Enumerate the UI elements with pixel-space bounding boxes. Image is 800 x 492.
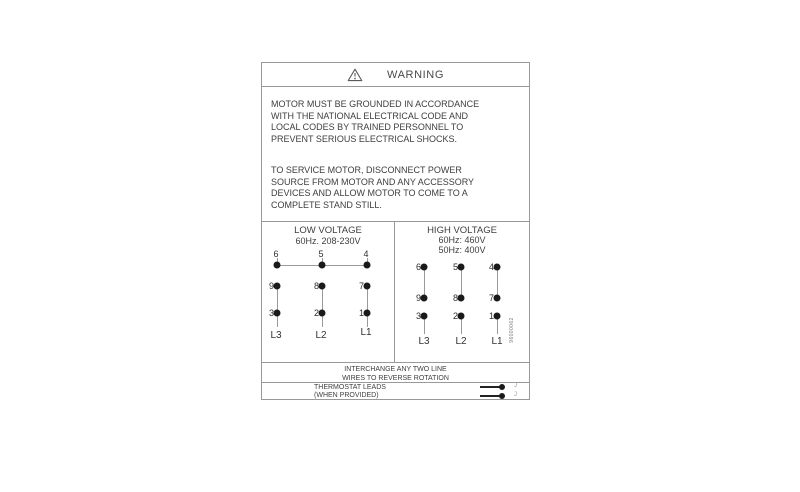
terminal-number: 9 <box>415 293 421 303</box>
warning-triangle-icon <box>347 68 363 82</box>
jumper-line <box>277 286 278 327</box>
line-label: L1 <box>491 336 503 347</box>
thermostat-note-line: (WHEN PROVIDED) <box>314 392 379 399</box>
interchange-note-line: INTERCHANGE ANY TWO LINE <box>344 366 447 373</box>
line-label: L3 <box>270 330 282 341</box>
line-label: L1 <box>360 327 372 338</box>
terminal-dot <box>494 264 501 271</box>
high-voltage-panel <box>395 222 529 362</box>
terminal-dot <box>458 313 465 320</box>
warning-title: WARNING <box>387 68 444 81</box>
terminal-dot <box>494 295 501 302</box>
terminal-number: 4 <box>488 262 494 272</box>
part-number: 96000062 <box>509 317 515 343</box>
terminal-number: 2 <box>313 308 319 318</box>
low-voltage-rating: 60Hz. 208-230V <box>295 236 361 246</box>
lead-label: J <box>514 391 517 398</box>
terminal-dot <box>319 310 326 317</box>
terminal-dot <box>364 310 371 317</box>
terminal-number: 8 <box>452 293 458 303</box>
jumper-line <box>367 286 368 327</box>
warning-text-line: TO SERVICE MOTOR, DISCONNECT POWER <box>271 164 462 175</box>
terminal-number: 5 <box>318 249 324 259</box>
terminal-number: 4 <box>363 249 369 259</box>
terminal-number: 2 <box>452 311 458 321</box>
warning-text <box>271 86 525 212</box>
line-label: L3 <box>418 336 430 347</box>
high-voltage-rating-50hz: 50Hz: 400V <box>438 245 486 255</box>
thermostat-lead-symbol <box>480 383 525 391</box>
line-label: L2 <box>315 330 327 341</box>
terminal-number: 3 <box>415 311 421 321</box>
terminal-dot <box>274 262 281 269</box>
motor-warning-label <box>261 62 530 400</box>
terminal-dot <box>319 283 326 290</box>
terminal-dot <box>364 262 371 269</box>
terminal-dot <box>274 310 281 317</box>
thermostat-note <box>262 382 529 399</box>
terminal-dot <box>364 283 371 290</box>
warning-text-line: WITH THE NATIONAL ELECTRICAL CODE AND <box>271 110 469 121</box>
jumper-line <box>424 267 425 298</box>
high-voltage-rating-60hz: 60Hz: 460V <box>438 235 486 245</box>
terminal-dot <box>458 264 465 271</box>
jumper-line <box>497 267 498 298</box>
terminal-number: 7 <box>358 281 364 291</box>
high-voltage-title: HIGH VOLTAGE <box>427 225 497 236</box>
thermostat-lead-symbol <box>480 392 525 400</box>
lead-terminal-dot <box>499 393 505 399</box>
terminal-dot <box>421 313 428 320</box>
terminal-dot <box>458 295 465 302</box>
warning-header <box>262 63 529 87</box>
terminal-dot <box>494 313 501 320</box>
terminal-dot <box>421 264 428 271</box>
terminal-number: 1 <box>358 308 364 318</box>
jumper-line <box>322 286 323 327</box>
terminal-number: 6 <box>415 262 421 272</box>
terminal-number: 1 <box>488 311 494 321</box>
low-voltage-panel <box>262 222 395 362</box>
warning-text-line: LOCAL CODES BY TRAINED PERSONNEL TO <box>271 122 464 133</box>
terminal-dot <box>319 262 326 269</box>
lead-terminal-dot <box>499 384 505 390</box>
warning-text-line: DEVICES AND ALLOW MOTOR TO COME TO A <box>271 188 468 199</box>
thermostat-note-line: THERMOSTAT LEADS <box>314 384 386 391</box>
terminal-number: 8 <box>313 281 319 291</box>
warning-text-line: PREVENT SERIOUS ELECTRICAL SHOCKS. <box>271 134 458 145</box>
terminal-dot <box>421 295 428 302</box>
terminal-number: 5 <box>452 262 458 272</box>
terminal-dot <box>274 283 281 290</box>
interchange-note-line: WIRES TO REVERSE ROTATION <box>342 375 449 382</box>
terminal-number: 9 <box>268 281 274 291</box>
voltage-section <box>262 221 529 362</box>
warning-text-line: COMPLETE STAND STILL. <box>271 199 382 210</box>
terminal-number: 6 <box>273 249 279 259</box>
terminal-number: 3 <box>268 308 274 318</box>
low-voltage-title: LOW VOLTAGE <box>294 225 362 236</box>
paragraph-spacer <box>271 146 525 165</box>
terminal-number: 7 <box>488 293 494 303</box>
warning-text-line: MOTOR MUST BE GROUNDED IN ACCORDANCE <box>271 99 480 109</box>
jumper-line <box>461 267 462 298</box>
lead-label: J <box>514 383 517 389</box>
line-label: L2 <box>455 336 467 347</box>
interchange-note <box>262 362 529 382</box>
warning-text-line: SOURCE FROM MOTOR AND ANY ACCESSORY <box>271 176 475 187</box>
